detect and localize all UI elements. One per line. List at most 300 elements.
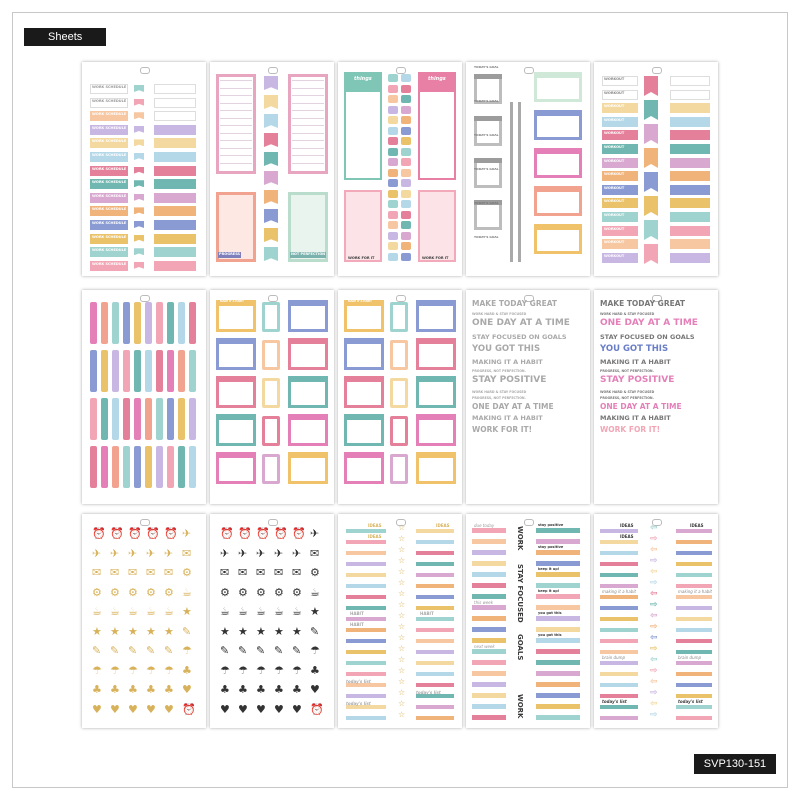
label-bar [676,584,712,588]
phrase-text: MAKING IT A HABIT [600,357,671,366]
icon-sticker: ⏰ [238,527,252,540]
list-line [292,155,324,156]
vertical-phrase: WORK [516,526,524,551]
label-bar [600,683,638,687]
icon-sticker: ✈ [292,546,302,560]
label-bar [600,573,638,577]
icon-sticker: ⚙ [274,585,284,599]
star-icon: ☆ [398,644,406,653]
list-line [292,163,324,164]
hang-hole [652,67,662,74]
tab-sticker [401,95,411,103]
icon-sticker: ✎ [110,644,120,657]
flag-tab [644,172,658,192]
phrase-text: PROGRESS, NOT PERFECTION. [600,368,654,373]
workout-band [670,103,710,113]
label-bar [346,595,386,599]
label-bar [676,716,712,720]
list-line [220,80,252,81]
vertical-phrase: WORK [516,694,524,719]
phrase-text: WORK HARD & STAY FOCUSED [600,389,655,394]
schedule-band [154,234,196,244]
workout-band [670,144,710,154]
habit-header [344,376,384,382]
workout-band [670,253,710,263]
habit-header [416,452,456,458]
icon-sticker: ⚙ [110,585,120,599]
label-bar [472,550,506,555]
icon-sticker: ☂ [274,663,284,677]
icon-sticker: ⏰ [128,527,142,540]
icon-sticker: ♣ [164,683,174,696]
flag-tab [134,207,144,214]
sticker-sheet-black-icons [210,514,334,728]
workout-label: WORKOUT [604,104,625,109]
list-line [292,148,324,149]
label-bar [536,638,580,643]
icon-sticker: ✈ [110,546,120,560]
icon-sticker: ☕ [292,605,302,618]
star-icon: ☆ [398,688,406,697]
schedule-label: WORK SCHEDULE [92,125,127,130]
flag-tab [134,126,144,133]
habit-header [344,414,384,420]
label-bar [536,704,580,709]
label-bar [536,594,580,599]
phrase-text: YOU GOT THIS [472,343,541,354]
icon-sticker: ⏰ [164,527,178,540]
arrow-left-icon: ⇦ [650,611,658,621]
color-strip [101,302,108,344]
progress-label: NOT PERFECTION [291,252,326,256]
tab-sticker [388,148,398,156]
workout-label: WORKOUT [604,185,625,190]
label-bar [346,716,386,720]
tab-sticker [401,148,411,156]
color-strip [90,446,97,488]
workout-label: WORKOUT [604,117,625,122]
schedule-label: WORK SCHEDULE [92,98,127,103]
label-bar [416,639,454,643]
label-bar [472,671,506,676]
icon-sticker: ✈ [310,527,320,540]
label-bar [472,660,506,665]
sku-label: SVP130-151 [694,754,776,774]
workout-band [670,185,710,195]
arrow-left-icon: ⇦ [650,655,658,665]
sticker-sheet-make-it-a-habit-b [338,290,462,504]
habit-label: MAKE IT A HABIT [220,300,244,303]
habit-header [288,338,328,344]
icon-sticker: ✈ [274,546,284,560]
habit-header [416,338,456,344]
hang-hole [524,519,534,526]
list-line [220,118,252,119]
icon-sticker: ✎ [256,644,266,657]
list-line [292,133,324,134]
icon-sticker: ♥ [110,702,120,716]
schedule-label: WORK SCHEDULE [92,261,127,266]
phrase-text: ONE DAY AT A TIME [600,317,698,328]
color-strip [167,398,174,440]
phrase-text: MAKE TODAY GREAT [472,299,558,308]
star-icon: ☆ [398,666,406,675]
icon-sticker: ☂ [182,644,192,657]
icon-sticker: ♣ [256,683,266,696]
tab-sticker [401,85,411,93]
schedule-label: WORK SCHEDULE [92,166,127,171]
list-box [288,74,328,174]
icon-sticker: ☕ [274,605,284,618]
icon-sticker: ☕ [128,605,138,618]
habit-header [216,376,256,382]
workout-label: WORKOUT [604,145,625,149]
icon-sticker: ✎ [128,644,138,657]
tab-sticker [401,158,411,166]
label-bar [416,683,454,687]
dot-grid-box [418,90,456,180]
icon-sticker: ✎ [238,644,248,657]
label-bar [600,551,638,555]
label-bar [600,617,638,621]
tab-sticker [401,127,411,135]
goal-header [534,72,582,78]
label-bar [600,650,638,654]
icon-sticker: ✎ [92,644,102,657]
star-icon: ☆ [398,545,406,554]
sticker-sheet-progress [210,62,334,276]
star-icon: ☆ [398,699,406,708]
icon-sticker: ☂ [310,644,320,657]
flag-tab [264,76,278,90]
label-bar [346,573,386,577]
phrase-text: MAKING IT A HABIT [472,357,543,366]
label-bar [346,529,386,533]
list-line [220,155,252,156]
label-bar [676,562,712,566]
label-bar [676,628,712,632]
label-bar [416,617,454,621]
icon-sticker: ☕ [182,585,192,599]
list-line [220,88,252,89]
arrow-right-icon: ⇨ [650,556,658,566]
habit-header [344,452,384,458]
icon-sticker: ♣ [274,683,284,696]
workout-band [670,171,710,181]
sticker-sheet-ideas-arrows [594,514,718,728]
banner-text: things [428,76,446,82]
label-bar [416,584,454,588]
color-strip [178,398,185,440]
phrase-text: MAKING IT A HABIT [600,414,671,423]
icon-sticker: ⚙ [92,585,102,599]
icon-sticker: ⚙ [146,585,156,599]
label-bar [676,672,712,676]
flag-tab [134,221,144,228]
tab-sticker [401,242,411,250]
workout-band [670,130,710,140]
flag-tab [134,85,144,92]
note-box [418,190,456,262]
todays-list-label: today's list [346,679,371,684]
label-bar [676,529,712,533]
ideas-label: IDEAS [368,523,382,528]
icon-sticker: ★ [256,624,266,638]
flag-tab [264,95,278,109]
icon-sticker: ✈ [128,546,138,560]
phrase-text: WORK FOR IT! [600,425,661,435]
label-bar [536,671,580,676]
tab-sticker [401,179,411,187]
phrase-text: YOU GOT THIS [600,343,669,354]
icon-sticker: ✉ [220,566,230,579]
icon-sticker: ⏰ [256,527,270,540]
habit-frame [390,454,408,484]
sticker-sheet-colored-strips [82,290,206,504]
goal-header [534,148,582,154]
color-strip [134,398,141,440]
phrase-label: stay positive [538,545,564,549]
phrase-text: MAKING IT A HABIT [472,414,543,423]
workout-band [670,212,710,222]
banner-text: things [354,76,372,82]
label-bar [600,562,638,566]
label-bar [472,649,506,654]
tab-sticker [401,116,411,124]
icon-sticker: ☂ [220,663,230,677]
color-strip [101,398,108,440]
label-bar [416,606,454,610]
icon-sticker: ⏰ [92,527,106,540]
habit-frame [262,416,280,446]
tab-sticker [388,232,398,240]
arrow-left-icon: ⇦ [650,567,658,577]
icon-sticker: ★ [128,624,138,638]
tab-sticker [388,179,398,187]
workout-band [670,76,710,86]
sticker-sheet-phrases-color [594,290,718,504]
label-bar [676,661,712,665]
color-strip [90,350,97,392]
hang-hole [396,67,406,74]
workout-label: WORKOUT [604,172,625,177]
list-line [220,140,252,141]
label-bar [472,539,506,544]
label-bar [676,606,712,610]
color-strip [134,350,141,392]
workout-label: WORKOUT [604,158,625,163]
sticker-sheet-things [338,62,462,276]
label-bar [676,573,712,577]
star-icon: ☆ [398,600,406,609]
flag-tab [644,196,658,216]
phrase-text: STAY POSITIVE [472,374,547,385]
label-bar [346,606,386,610]
list-line [292,95,324,96]
goal-label: TODAY'S GOAL [474,99,499,103]
icon-sticker: ⚙ [292,585,302,599]
star-icon: ☆ [398,611,406,620]
schedule-band [154,138,196,148]
star-icon: ☆ [398,534,406,543]
icon-sticker: ✈ [238,546,248,560]
sticker-sheet-gold-icons [82,514,206,728]
goal-label: TODAY'S GOAL [474,201,499,205]
tab-sticker [388,85,398,93]
vertical-phrase: GOALS [516,634,524,661]
flag-tab [134,139,144,146]
sticker-sheet-ideas-habit [338,514,462,728]
phrase-text: PROGRESS, NOT PERFECTION. [600,395,654,400]
flag-tab [644,220,658,240]
phrase-label: keep it up! [538,567,560,571]
phrase-text: STAY FOCUSED ON GOALS [472,332,567,341]
icon-sticker: ⏰ [274,527,288,540]
icon-sticker: ✎ [220,644,230,657]
arrow-left-icon: ⇦ [650,589,658,599]
habit-header [416,376,456,382]
label-bar [472,693,506,698]
icon-sticker: ✉ [274,566,284,579]
label-bar [536,572,580,577]
color-strip [145,446,152,488]
flag-tab [264,209,278,223]
habit-frame [262,340,280,370]
vertical-phrase: STAY FOCUSED [516,564,524,623]
color-strip [101,446,108,488]
icon-sticker: ⚙ [238,585,248,599]
tab-sticker [388,169,398,177]
label-bar [600,716,638,720]
phrase-text: STAY FOCUSED ON GOALS [600,332,695,341]
ideas-label: IDEAS [368,534,382,539]
icon-sticker: ♣ [182,663,192,677]
arrow-right-icon: ⇨ [650,534,658,544]
flag-tab [134,235,144,242]
goal-header [534,186,582,192]
habit-frame [390,378,408,408]
star-icon: ☆ [398,589,406,598]
icon-sticker: ♣ [110,683,120,696]
label-bar [472,715,506,720]
icon-sticker: ☂ [92,663,102,677]
label-bar [346,661,386,665]
icon-sticker: ✉ [146,566,156,579]
sticker-sheet-work-schedule [82,62,206,276]
color-strip [90,302,97,344]
icon-sticker: ✎ [292,644,302,657]
color-strip [134,446,141,488]
schedule-band [154,98,196,108]
icon-sticker: ★ [310,605,320,618]
color-strip [178,446,185,488]
label-bar [346,540,386,544]
phrase-text: STAY POSITIVE [600,374,675,385]
workout-label: WORKOUT [604,240,625,245]
label-bar [676,617,712,621]
workout-label: WORKOUT [604,213,625,217]
label-bar [346,584,386,588]
color-strip [145,350,152,392]
label-bar [676,639,712,643]
list-line [292,125,324,126]
icon-sticker: ☕ [146,605,156,618]
work-label: WORK FOR IT [348,256,375,260]
color-strip [189,398,196,440]
label-bar [346,672,386,676]
schedule-band [154,179,196,189]
sticker-sheet-stay-positive [466,514,590,728]
schedule-band [154,125,196,135]
label-bar [346,551,386,555]
habit-header [416,414,456,420]
icon-sticker: ✈ [182,527,192,540]
icon-sticker: ✉ [238,566,248,579]
tab-sticker [388,106,398,114]
dot-grid-box [344,90,382,180]
label-bar [536,550,580,555]
icon-sticker: ✈ [146,546,156,560]
icon-sticker: ☂ [128,663,138,677]
label-bar [416,529,454,533]
label-bar [676,595,712,599]
icon-sticker: ♣ [220,683,230,696]
todays-list-label: today's list [678,699,703,704]
list-line [220,103,252,104]
flag-tab [264,152,278,166]
icon-sticker: ☕ [220,605,230,618]
workout-band [670,198,710,208]
color-strip [167,446,174,488]
list-line [292,88,324,89]
label-bar [346,650,386,654]
phrase-text: ONE DAY AT A TIME [472,401,554,411]
color-strip [156,446,163,488]
star-icon: ☆ [398,710,406,719]
flag-tab [264,247,278,261]
icon-sticker: ♣ [92,683,102,696]
flag-tab [264,228,278,242]
label-bar [536,605,580,610]
icon-sticker: ✉ [164,566,174,579]
icon-sticker: ♣ [292,683,302,696]
icon-sticker: ☕ [310,585,320,599]
phrase-label: keep it up! [538,589,560,593]
flag-tab [264,190,278,204]
workout-label: WORKOUT [604,226,625,231]
schedule-label: WORK SCHEDULE [92,248,127,253]
sticker-sheet-make-it-a-habit-a [210,290,334,504]
schedule-band [154,206,196,216]
goal-label: TODAY'S GOAL [474,65,499,69]
icon-sticker: ★ [164,624,174,638]
schedule-label: WORK SCHEDULE [92,180,127,185]
todays-list-label: today's list [602,699,627,704]
flag-tab [134,180,144,187]
label-bar [416,672,454,676]
label-bar [472,561,506,566]
phrase-label: stay positive [538,523,564,527]
icon-sticker: ♥ [256,702,266,716]
tab-sticker [388,190,398,198]
phrase-text: WORK HARD & STAY FOCUSED [600,311,655,316]
sticker-sheet-workout [594,62,718,276]
label-bar [536,583,580,588]
label-bar [536,693,580,698]
label-bar [472,704,506,709]
habit-header [288,300,328,306]
schedule-label: WORK SCHEDULE [92,221,127,225]
